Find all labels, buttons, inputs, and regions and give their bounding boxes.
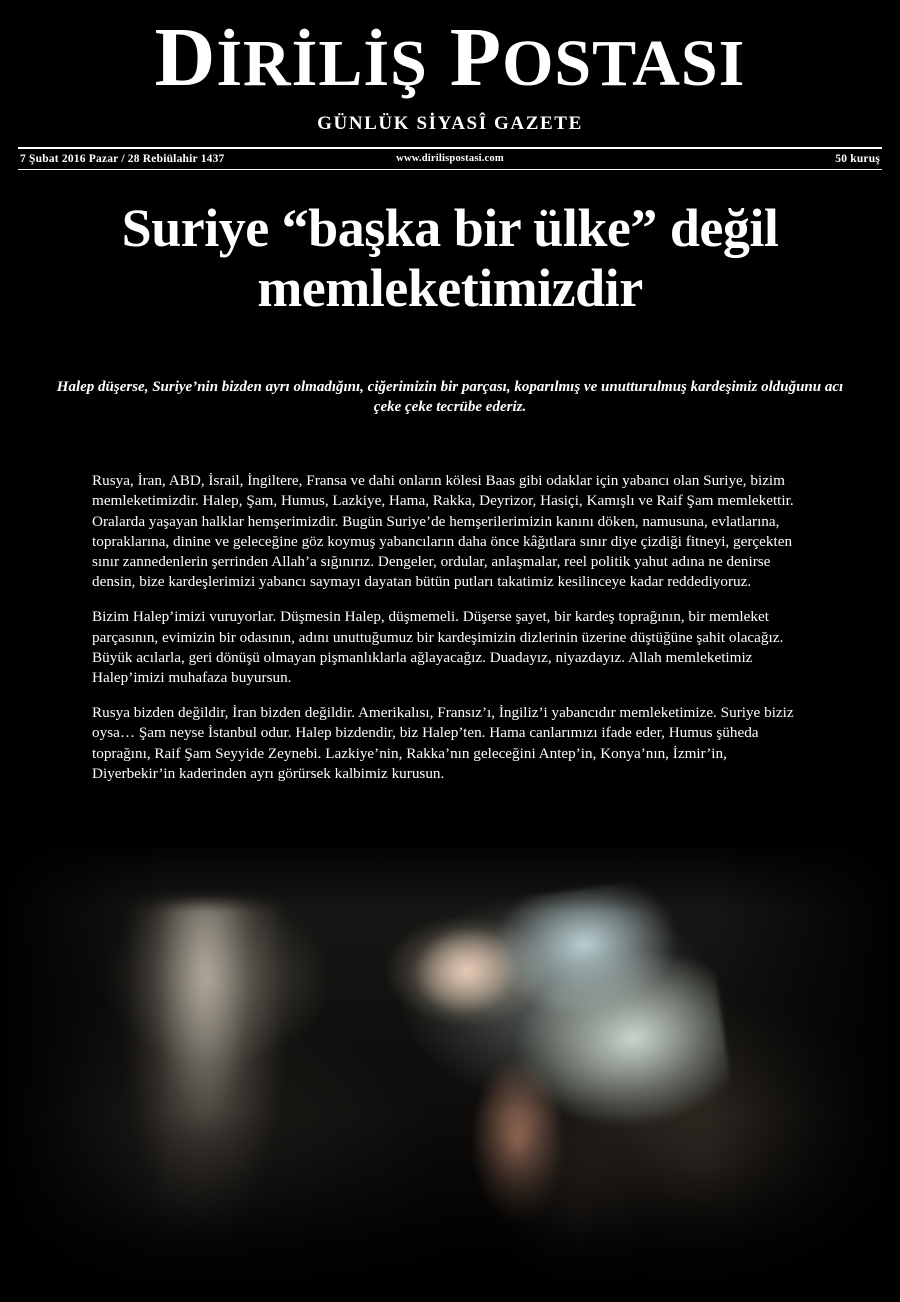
photo-vignette-bottom (0, 1112, 900, 1302)
article-paragraph: Rusya bizden değildir, İran bizden değildir. Amerikalısı, Fransız’ı, İngiliz’i yabancıdır memleketimize. Suriye biziz oysa… Şam neyse İstanbul odur. Halep bizdendir, biz Halep’ten. Hama canlarımızı ifade eder, Humus şüheda toprağını, Raif Şam Seyyide Zeynebi. Lazkiye’nin, Rakka’nın geleceğini Antep’in, Konya’nın, İzmir’in, Diyerbekir’in kaderinden ayrı görürsek kalbimiz kurusun. (92, 704, 794, 782)
article-paragraph: Bizim Halep’imizi vuruyorlar. Düşmesin Halep, düşmemeli. Düşerse şayet, bir kardeş toprağının, bir memleket parçasının, evimizin bir odasının, adını unuttuğumuz bir kardeşimizin dizlerinin üzerine düştüğüne şahit olacağız. Büyük acılarla, geri dönüşü olmayan pişmanlıklarla ağlayacağız. Duadayız, niyazdayız. Allah memleketimiz Halep’imizi muhafaza buyursun. (92, 608, 784, 687)
masthead-title-ostasi: OSTASI (502, 27, 746, 100)
page-title (46, 198, 854, 319)
publication-date: 7 Şubat 2016 Pazar / 28 Rebiülahir 1437 (20, 152, 225, 165)
newspaper-title (0, 11, 900, 104)
standfirst: Halep düşerse, Suriye’nin bizden ayrı olmadığını, ciğerimizin bir parçası, koparılmış ve unutturulmuş kardeşimiz olduğunu acı çeke çeke tecrübe ederiz. (56, 378, 844, 415)
headline-line-2: memleketimizdir (257, 258, 643, 319)
info-bar (0, 149, 900, 169)
masthead-title-p: P (449, 11, 503, 104)
masthead-title-iris: İRİLİŞ (216, 27, 428, 100)
article-paragraph: Rusya, İran, ABD, İsrail, İngiltere, Fransa ve dahi onların kölesi Baas gibi odaklar için yabancı olan Suriye, bizim memleketimizdir. Halep, Şam, Humus, Lazkiye, Hama, Rakka, Deyrizor, Hasiçi, Kamışlı ve Raif Şam memlekettir. Oralarda yaşayan halklar hemşerimizdir. Bugün Suriye’de hemşerilerimizin kanını döken, namusuna, evlatlarına, topraklarına, dinine ve geleceğine göz koymuş yabancıların daha önce kâğıtlara sınır diye çizdiği fitneyi, gerçekten sınır zannedenlerin şerrinden Allah’a sığınırız. Dengeler, ordular, anlaşmalar, reel politik yahut adına ne denirse densin, bize kardeşlerimizi yabancı saymayı dayatan bütün putları takatimiz kesilinceye kadar reddediyoruz. (92, 472, 794, 591)
website-url[interactable]: www.dirilispostasi.com (396, 153, 504, 165)
lead-photo (0, 842, 900, 1302)
price-label: 50 kuruş (835, 152, 880, 165)
article-body (92, 471, 808, 784)
masthead-title-d: D (154, 11, 217, 104)
masthead-rule-bottom (18, 169, 882, 170)
masthead (0, 0, 900, 135)
headline-line-1: Suriye “başka bir ülke” değil (121, 197, 779, 258)
masthead-subtitle: GÜNLÜK SİYASÎ GAZETE (317, 112, 583, 134)
